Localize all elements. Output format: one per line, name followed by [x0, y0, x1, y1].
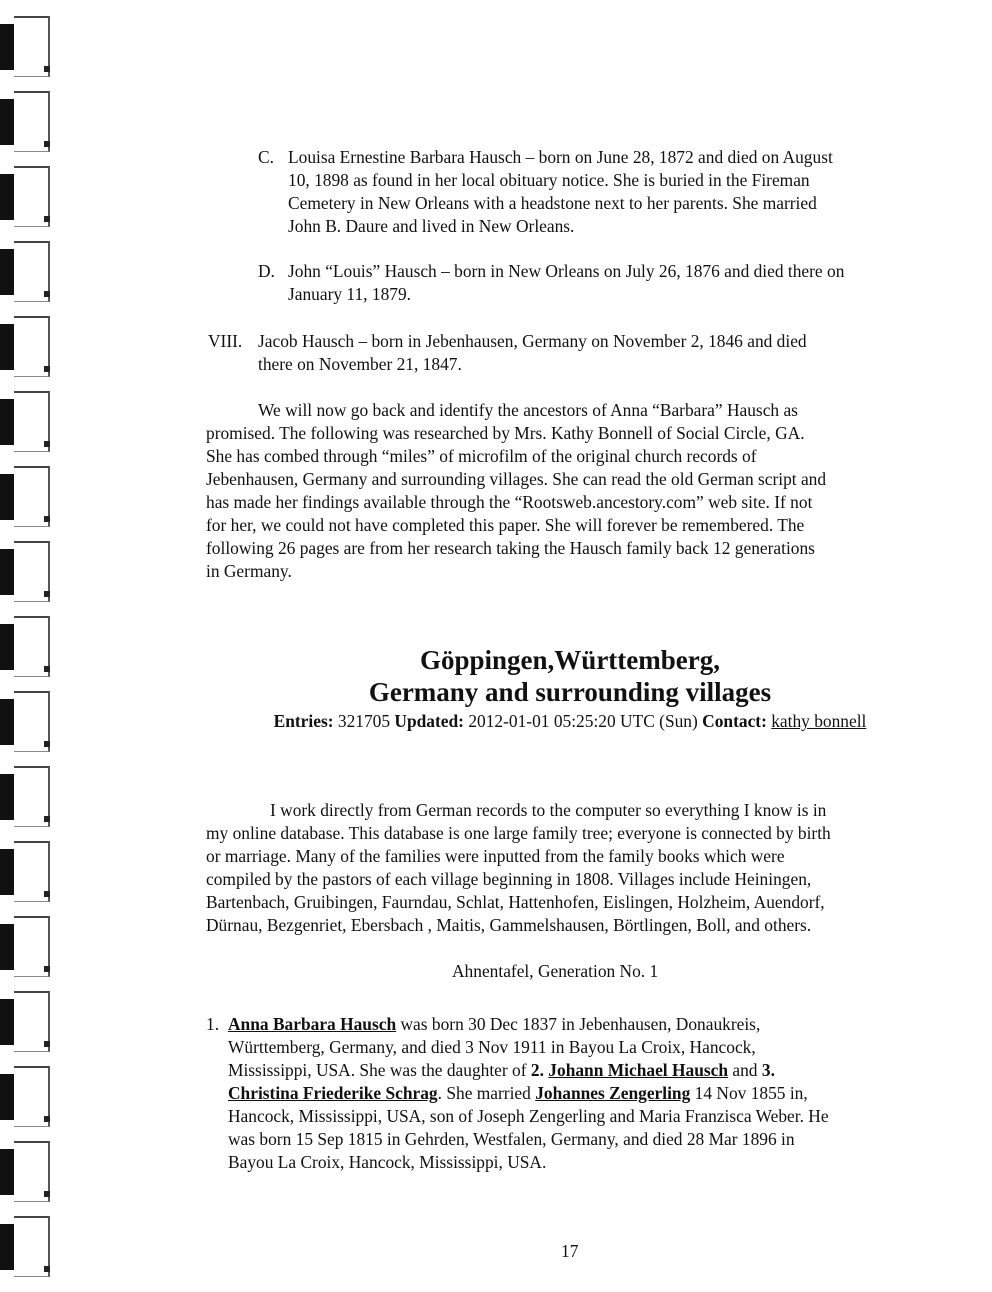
person-link-johann-michael-hausch[interactable]: Johann Michael Hausch [548, 1060, 729, 1080]
binding-hole [44, 891, 50, 897]
entry-1-line-2: Württemberg, Germany, and died 3 Nov 1911 in Bayou La Croix, Hancock, [228, 1037, 756, 1057]
binding-hole [44, 216, 50, 222]
person-link-johannes-zengerling[interactable]: Johannes Zengerling [535, 1083, 691, 1103]
binding-hole [44, 591, 50, 597]
entry-1-line-7: Bayou La Croix, Hancock, Mississippi, USA. [228, 1152, 547, 1172]
binding-block [0, 474, 14, 520]
ahnentafel-title: Ahnentafel, Generation No. 1 [452, 961, 659, 981]
intro-line-7: following 26 pages are from her research taking the Hausch family back 12 generations [206, 538, 815, 558]
database-line-4: compiled by the pastors of each village beginning in 1808. Villages include Heiningen, [206, 869, 812, 889]
person-link-anna-barbara-hausch[interactable]: Anna Barbara Hausch [228, 1014, 397, 1034]
binding-hole [44, 741, 50, 747]
binding-block [0, 924, 14, 970]
entry-1-line-1 [228, 1013, 760, 1036]
binding-hole [44, 966, 50, 972]
binding-block [0, 1149, 14, 1195]
section-c-line-1: Louisa Ernestine Barbara Hausch – born on June 28, 1872 and died on August [288, 147, 833, 167]
database-line-1: I work directly from German records to the computer so everything I know is in [270, 800, 827, 820]
intro-line-6: for her, we could not have completed this paper. She will forever be remembered. The [206, 515, 805, 535]
database-line-3: or marriage. Many of the families were inputted from the family books which were [206, 846, 785, 866]
binding-hole [44, 1041, 50, 1047]
entry-1-line-5: Hancock, Mississippi, USA, son of Joseph Zengerling and Maria Franzisca Weber. He [228, 1106, 829, 1126]
father-number: 2. [530, 1060, 544, 1080]
database-line-5: Bartenbach, Gruibingen, Faurndau, Schlat, Hattenhofen, Eislingen, Holzheim, Auendorf, [206, 892, 825, 912]
entry-1-text-4: . She married [437, 1083, 531, 1103]
binding-hole [44, 441, 50, 447]
intro-line-5: has made her findings available through the “Rootsweb.ancestory.com” web site. If not [206, 492, 813, 512]
intro-line-2: promised. The following was researched by Mrs. Kathy Bonnell of Social Circle, GA. [206, 423, 805, 443]
binding-hole [44, 366, 50, 372]
intro-line-4: Jebenhausen, Germany and surrounding villages. She can read the old German script and [206, 469, 827, 489]
heading-line-1: Göppingen,Württemberg, [420, 645, 720, 675]
section-d-line-2: January 11, 1879. [288, 284, 411, 304]
binding-hole [44, 66, 50, 72]
heading-line-2: Germany and surrounding villages [368, 677, 772, 707]
binding-block [0, 399, 14, 445]
binding-block [0, 1074, 14, 1120]
binding-block [0, 249, 14, 295]
mother-number: 3. [761, 1060, 775, 1080]
entries-value: 321705 [337, 711, 391, 731]
binding-hole [44, 1266, 50, 1272]
intro-line-1: We will now go back and identify the ancestors of Anna “Barbara” Hausch as [258, 400, 798, 420]
database-line-6: Dürnau, Bezgenriet, Ebersbach , Maitis, Gammelshausen, Börtlingen, Boll, and others. [206, 915, 812, 935]
binding-block [0, 549, 14, 595]
binding-block [0, 24, 14, 70]
section-d-label: D. [258, 261, 275, 281]
entries-label: Entries: [273, 711, 334, 731]
updated-value: 2012-01-01 05:25:20 UTC (Sun) [468, 711, 698, 731]
binding-hole [44, 1116, 50, 1122]
section-viii-label: VIII. [208, 331, 243, 351]
entry-1-text-4c: 14 Nov 1855 in, [694, 1083, 808, 1103]
section-c-label: C. [258, 147, 274, 167]
binding-hole [44, 141, 50, 147]
binding-hole [44, 516, 50, 522]
binding-block [0, 999, 14, 1045]
and-text: and [732, 1060, 758, 1080]
binding-block [0, 174, 14, 220]
database-line-2: my online database. This database is one large family tree; everyone is connected by birth [206, 823, 831, 843]
person-link-christina-friederike-schrag[interactable]: Christina Friederike Schrag [228, 1083, 438, 1103]
section-d-line-1: John “Louis” Hausch – born in New Orleans on July 26, 1876 and died there on [288, 261, 845, 281]
binding-block [0, 774, 14, 820]
updated-label: Updated: [394, 711, 464, 731]
entry-1-text-1: was born 30 Dec 1837 in Jebenhausen, Donaukreis, [400, 1014, 761, 1034]
entry-1-number: 1. [206, 1014, 220, 1034]
section-c-line-2: 10, 1898 as found in her local obituary notice. She is buried in the Fireman [288, 170, 810, 190]
binding-hole [44, 816, 50, 822]
binding-block [0, 1224, 14, 1270]
entry-1-text-3: Mississippi, USA. She was the daughter of [228, 1060, 527, 1080]
entry-1-line-3 [228, 1059, 775, 1082]
contact-label: Contact: [702, 711, 767, 731]
binding-hole [44, 291, 50, 297]
binding-block [0, 99, 14, 145]
section-viii-line-1: Jacob Hausch – born in Jebenhausen, Germany on November 2, 1846 and died [258, 331, 807, 351]
intro-line-8: in Germany. [206, 561, 292, 581]
intro-line-3: She has combed through “miles” of microfilm of the original church records of [206, 446, 757, 466]
entry-1-line-6: was born 15 Sep 1815 in Gehrden, Westfalen, Germany, and died 28 Mar 1896 in [228, 1129, 795, 1149]
section-c-line-4: John B. Daure and lived in New Orleans. [288, 216, 575, 236]
binding-block [0, 849, 14, 895]
heading-metadata [0, 710, 992, 732]
binding-hole [44, 1191, 50, 1197]
contact-link[interactable]: kathy bonnell [771, 711, 867, 731]
page-number: 17 [561, 1241, 579, 1261]
entry-1-line-4 [228, 1082, 808, 1105]
section-c-line-3: Cemetery in New Orleans with a headstone next to her parents. She married [288, 193, 817, 213]
binding-block [0, 324, 14, 370]
section-viii-line-2: there on November 21, 1847. [258, 354, 462, 374]
